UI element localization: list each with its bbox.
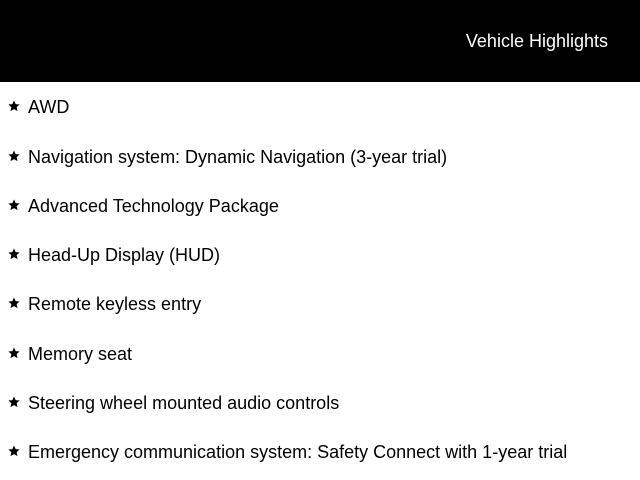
- highlight-item-audio-controls: [0, 393, 640, 417]
- star-icon: [7, 198, 21, 212]
- highlight-item-awd: [0, 97, 640, 121]
- highlight-item-advanced-technology: [0, 196, 640, 220]
- highlight-item-emergency-communication: [0, 442, 640, 466]
- star-icon: [7, 247, 21, 261]
- highlight-label: Emergency communication system: Safety Connect with 1-year trial: [28, 442, 568, 462]
- highlight-label: Advanced Technology Package: [28, 196, 279, 216]
- highlight-item-hud: [0, 245, 640, 269]
- star-icon: [7, 395, 21, 409]
- highlight-item-memory-seat: [0, 344, 640, 368]
- highlight-label: Navigation system: Dynamic Navigation (3-year trial): [28, 147, 448, 167]
- highlight-item-navigation: [0, 147, 640, 171]
- vehicle-highlights-header: [0, 0, 640, 82]
- highlight-label: Memory seat: [28, 344, 133, 364]
- highlight-item-remote-keyless-entry: [0, 294, 640, 318]
- page-title: Vehicle Highlights: [465, 31, 608, 51]
- star-icon: [7, 99, 21, 113]
- highlight-label: AWD: [28, 97, 70, 117]
- highlights-list: [0, 82, 640, 480]
- highlight-label: Head-Up Display (HUD): [28, 245, 221, 265]
- star-icon: [7, 149, 21, 163]
- highlight-label: Steering wheel mounted audio controls: [28, 393, 340, 413]
- star-icon: [7, 346, 21, 360]
- highlight-label: Remote keyless entry: [28, 294, 202, 314]
- star-icon: [7, 296, 21, 310]
- star-icon: [7, 444, 21, 458]
